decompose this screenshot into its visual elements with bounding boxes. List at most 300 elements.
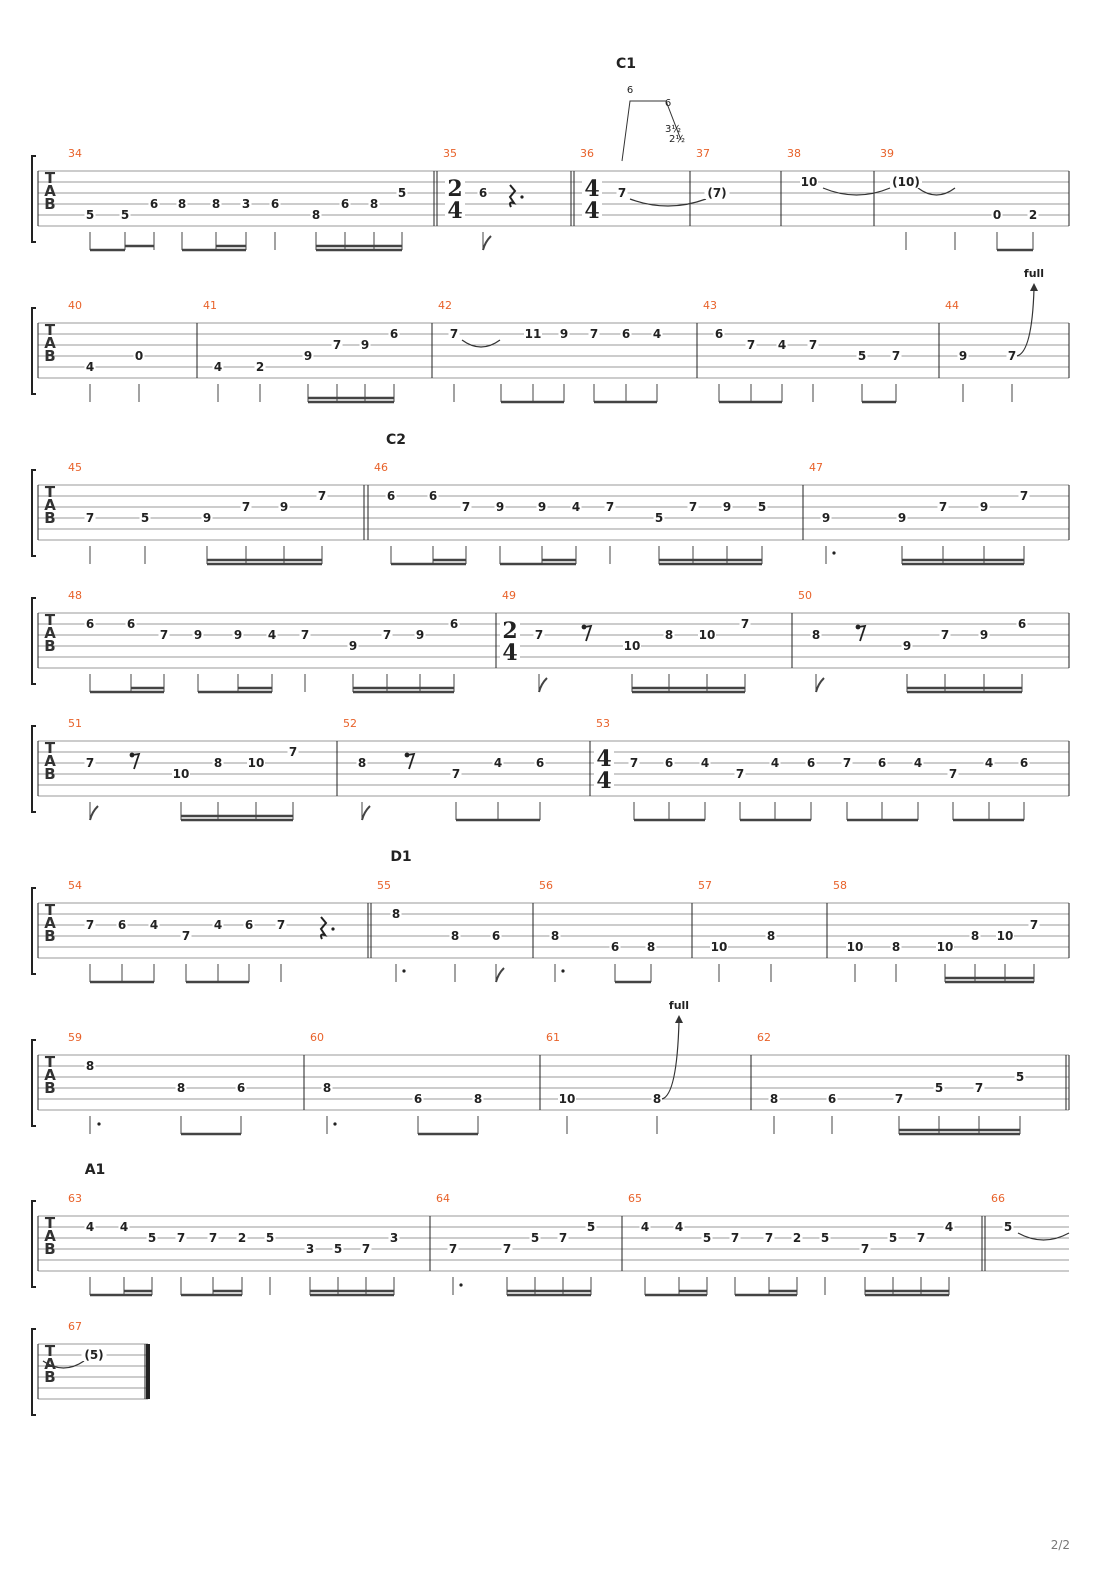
fret-number: 4 [777,338,787,352]
fret-number: 5 [888,1231,898,1245]
measure-number: 37 [696,147,710,160]
note-flag [483,236,491,250]
tab-clef-letter: T [44,1214,56,1232]
time-signature-top: 2 [447,176,463,202]
fret-number: 5 [397,186,407,200]
fret-number: 7 [85,918,95,932]
fret-number: 8 [766,929,776,943]
measure [580,56,706,226]
measure-number: 56 [539,879,553,892]
measure [438,299,697,402]
measure [68,717,337,820]
fret-number: 7 [534,628,544,642]
bend-arrow-icon [1030,283,1038,291]
measure-number: 44 [945,299,959,312]
fret-number: 5 [333,1242,343,1256]
fret-number: 6 [126,617,136,631]
tab-system [32,999,1069,1134]
fret-number: 5 [120,208,130,222]
note-flag [496,968,504,982]
tab-clef-letter: A [44,334,56,352]
fret-number: 11 [524,327,542,341]
measure [68,299,197,402]
fret-number: 6 [535,756,545,770]
system-bracket [32,156,36,242]
fret-number: 7 [461,500,471,514]
time-signature-top: 4 [584,176,600,202]
fret-number: 7 [317,489,327,503]
fret-number: 4 [85,360,95,374]
measure-number: 67 [68,1320,82,1333]
fret-number: 6 [449,617,459,631]
measure-number: 54 [68,879,82,892]
measure [374,432,803,564]
fret-number: 6 [1019,756,1029,770]
fret-number: 9 [495,500,505,514]
tab-system [32,1162,1069,1295]
whammy-value: 6 [664,98,672,109]
measure [68,1031,304,1134]
fret-number: 2 [255,360,265,374]
fret-number: 6 [877,756,887,770]
fret-number: 8 [473,1092,483,1106]
measure-number: 43 [703,299,717,312]
measure-number: 50 [798,589,812,602]
fret-number: 7 [276,918,286,932]
fret-number: 4 [213,360,223,374]
fret-number: 6 [270,197,280,211]
fret-number: 7 [617,186,627,200]
whammy-value: 2½ [668,134,686,145]
fret-number: 7 [891,349,901,363]
measure [377,849,533,982]
fret-number: 7 [502,1242,512,1256]
fret-number: 7 [938,500,948,514]
fret-number: 6 [664,756,674,770]
fret-number: 7 [605,500,615,514]
fret-number: 9 [821,511,831,525]
fret-number: 10 [698,628,716,642]
fret-number: 3 [305,1242,315,1256]
measure [787,147,890,226]
system-bracket [32,726,36,812]
system-bracket [32,1201,36,1287]
tab-system [32,432,1069,564]
measure-number: 39 [880,147,894,160]
fret-number: 9 [559,327,569,341]
section-marker: C1 [615,56,637,72]
note-flag [90,806,98,820]
tie [462,340,500,347]
fret-number: 5 [140,511,150,525]
tab-system [32,267,1069,402]
fret-number: 4 [213,918,223,932]
tab-clef-letter: A [44,752,56,770]
fret-number: 6 [478,186,488,200]
fret-number: 4 [984,756,994,770]
dot-mark [832,551,835,554]
fret-number: 7 [764,1231,774,1245]
fret-number: 9 [897,511,907,525]
fret-number: 7 [448,1242,458,1256]
time-signature-bottom: 4 [584,198,600,224]
system-bracket [32,888,36,974]
measure-number: 36 [580,147,594,160]
measure-number: 53 [596,717,610,730]
fret-number: 8 [769,1092,779,1106]
tab-clef-letter: B [44,1240,56,1258]
tie [918,188,955,195]
fret-number: 8 [664,628,674,642]
measure [68,879,371,982]
fret-number: 8 [357,756,367,770]
fret-number: 5 [85,208,95,222]
fret-number: 6 [806,756,816,770]
fret-number: 9 [902,639,912,653]
measure-number: 58 [833,879,847,892]
fret-number: 7 [1019,489,1029,503]
tie [630,199,706,206]
fret-number: 7 [894,1092,904,1106]
measure-number: 41 [203,299,217,312]
fret-number: 4 [571,500,581,514]
dot-mark [97,1122,100,1125]
tab-clef-letter: A [44,496,56,514]
fret-number: 9 [303,349,313,363]
time-signature-bottom: 4 [447,198,463,224]
fret-number: 5 [1015,1070,1025,1084]
tab-clef-letter: T [44,169,56,187]
measure-number: 52 [343,717,357,730]
fret-number: 6 [389,327,399,341]
section-marker: A1 [84,1162,106,1178]
fret-number: (5) [84,1348,104,1362]
measure [880,147,1069,250]
tab-system [32,1320,148,1415]
fret-number: 7 [208,1231,218,1245]
fret-number: 7 [860,1242,870,1256]
measure-number: 40 [68,299,82,312]
time-signature-top: 2 [502,618,518,644]
fret-number: 9 [360,338,370,352]
measure [436,1192,622,1295]
fret-number: 5 [265,1231,275,1245]
system-bracket [32,598,36,684]
fret-number: 9 [415,628,425,642]
tab-clef-letter: A [44,182,56,200]
fret-number: 8 [391,907,401,921]
fret-number: 10 [800,175,818,189]
tab-clef-letter: B [44,637,56,655]
fret-number: 7 [300,628,310,642]
fret-number: 6 [413,1092,423,1106]
fret-number: 7 [948,767,958,781]
fret-number: 4 [674,1220,684,1234]
whammy-value: 3½ [664,124,682,135]
fret-number: 9 [202,511,212,525]
measure [703,299,939,402]
measure [68,1162,430,1295]
fret-number: 9 [233,628,243,642]
dot-mark [402,969,405,972]
tab-clef-letter: B [44,509,56,527]
measure-number: 64 [436,1192,450,1205]
fret-number: 10 [247,756,265,770]
note-flag [362,806,370,820]
tab-clef-letter: T [44,1053,56,1071]
tab-clef-letter: T [44,321,56,339]
measure-number: 46 [374,461,388,474]
measure-number: 38 [787,147,801,160]
fret-number: 7 [808,338,818,352]
fret-number: 6 [491,929,501,943]
fret-number: 7 [688,500,698,514]
system-bracket [32,308,36,394]
measure [833,879,1069,982]
fret-number: 9 [279,500,289,514]
fret-number: 3 [389,1231,399,1245]
tab-clef-letter: T [44,483,56,501]
measure-number: 47 [809,461,823,474]
fret-number: 7 [940,628,950,642]
fret-number: 10 [996,929,1014,943]
tab-system [32,56,1069,250]
measure [310,1031,540,1134]
fret-number: 8 [652,1092,662,1106]
measure-number: 60 [310,1031,324,1044]
fret-number: 7 [730,1231,740,1245]
fret-number: 8 [646,940,656,954]
fret-number: 10 [558,1092,576,1106]
fret-number: 4 [770,756,780,770]
tab-clef-letter: B [44,195,56,213]
tab-clef-letter: A [44,624,56,642]
fret-number: 7 [181,929,191,943]
fret-number: 9 [979,500,989,514]
fret-number: 8 [811,628,821,642]
fret-number: 6 [714,327,724,341]
system-bracket [32,1040,36,1126]
rest-dot [331,927,334,930]
tab-clef-letter: A [44,1355,56,1373]
fret-number: 8 [369,197,379,211]
tab-system [32,849,1069,982]
fret-number: 7 [288,745,298,759]
measure [443,147,574,250]
fret-number: 8 [322,1081,332,1095]
fret-number: 6 [621,327,631,341]
fret-number: 2 [792,1231,802,1245]
measure [757,1031,1069,1134]
bend-label: full [1023,267,1045,280]
fret-number: 8 [311,208,321,222]
tie [1018,1233,1069,1240]
fret-number: 10 [623,639,641,653]
fret-number: 7 [1029,918,1039,932]
measure-number: 59 [68,1031,82,1044]
tab-clef-letter: B [44,347,56,365]
fret-number: 6 [610,940,620,954]
measure-number: 45 [68,461,82,474]
fret-number: 9 [537,500,547,514]
dot-mark [459,1283,462,1286]
fret-number: 4 [913,756,923,770]
fret-number: 7 [382,628,392,642]
fret-number: 8 [891,940,901,954]
measure-number: 51 [68,717,82,730]
fret-number: 7 [740,617,750,631]
tab-system [32,717,1069,820]
fret-number: 6 [1017,617,1027,631]
tab-clef-letter: T [44,611,56,629]
fret-number: 7 [451,767,461,781]
fret-number: 6 [428,489,438,503]
fret-number: 6 [386,489,396,503]
tab-clef-letter: T [44,901,56,919]
fret-number: 7 [589,327,599,341]
fret-number: 7 [361,1242,371,1256]
measure-number: 57 [698,879,712,892]
measure [809,461,1069,564]
fret-number: 7 [85,756,95,770]
fret-number: 7 [746,338,756,352]
fret-number: 10 [846,940,864,954]
measure [500,589,792,692]
measure-number: 49 [502,589,516,602]
measure [628,1192,985,1295]
fret-number: 9 [722,500,732,514]
fret-number: 2 [237,1231,247,1245]
dot-mark [333,1122,336,1125]
tab-clef-letter: T [44,1342,56,1360]
fret-number: 4 [149,918,159,932]
fret-number: 5 [654,511,664,525]
fret-number: 10 [710,940,728,954]
fret-number: 8 [213,756,223,770]
fret-number: 6 [117,918,127,932]
fret-number: 5 [530,1231,540,1245]
tab-clef-letter: A [44,1066,56,1084]
measure-number: 66 [991,1192,1005,1205]
measure-number: 65 [628,1192,642,1205]
measure [68,147,437,250]
time-signature-bottom: 4 [502,640,518,666]
fret-number: 4 [85,1220,95,1234]
fret-number: 9 [348,639,358,653]
fret-number: 7 [159,628,169,642]
tab-clef-letter: B [44,1368,56,1386]
fret-number: 7 [449,327,459,341]
measure [68,589,496,692]
measure [343,717,590,820]
fret-number: 4 [267,628,277,642]
fret-number: 0 [134,349,144,363]
tab-clef-letter: B [44,927,56,945]
note-flag [539,678,547,692]
fret-number: (7) [707,186,727,200]
fret-number: 10 [172,767,190,781]
bend-arrow-icon [675,1015,683,1023]
whammy-value: 6 [626,85,634,96]
fret-number: 4 [640,1220,650,1234]
system-bracket [32,1329,36,1415]
fret-number: 8 [85,1059,95,1073]
fret-number: 0 [992,208,1002,222]
measure [698,879,827,982]
fret-number: 8 [211,197,221,211]
tab-clef-letter: B [44,765,56,783]
measure [798,589,1069,692]
measure [68,461,368,564]
section-marker: D1 [390,849,412,865]
measure [203,299,432,402]
tab-clef-letter: B [44,1079,56,1097]
section-marker: C2 [385,432,407,448]
fret-number: 8 [177,197,187,211]
fret-number: 9 [193,628,203,642]
fret-number: 7 [916,1231,926,1245]
fret-number: 5 [757,500,767,514]
time-signature-top: 4 [596,746,612,772]
fret-number: 4 [944,1220,954,1234]
fret-number: 5 [702,1231,712,1245]
fret-number: 7 [842,756,852,770]
fret-number: 4 [652,327,662,341]
bend-label: full [668,999,690,1012]
fret-number: 8 [450,929,460,943]
fret-number: (10) [892,175,920,189]
fret-number: 9 [979,628,989,642]
fret-number: 5 [586,1220,596,1234]
fret-number: 5 [1003,1220,1013,1234]
fret-number: 4 [119,1220,129,1234]
measure [696,147,781,226]
fret-number: 7 [176,1231,186,1245]
measure-number: 42 [438,299,452,312]
fret-number: 4 [700,756,710,770]
rest-dot [520,195,523,198]
note-flag [816,678,824,692]
fret-number: 4 [493,756,503,770]
fret-number: 5 [857,349,867,363]
tie [823,188,890,195]
system-bracket [32,470,36,556]
measure-number: 34 [68,147,82,160]
fret-number: 5 [820,1231,830,1245]
fret-number: 6 [85,617,95,631]
fret-number: 9 [958,349,968,363]
fret-number: 7 [974,1081,984,1095]
fret-number: 6 [236,1081,246,1095]
fret-number: 5 [934,1081,944,1095]
fret-number: 5 [147,1231,157,1245]
tab-clef-letter: A [44,914,56,932]
measure-number: 62 [757,1031,771,1044]
measure [539,879,692,982]
time-signature-bottom: 4 [596,768,612,794]
tab-clef-letter: A [44,1227,56,1245]
measure-number: 61 [546,1031,560,1044]
fret-number: 10 [936,940,954,954]
fret-number: 6 [149,197,159,211]
dot-mark [561,969,564,972]
fret-number: 7 [735,767,745,781]
measure [594,717,1069,820]
fret-number: 6 [340,197,350,211]
measure [43,1320,148,1399]
fret-number: 8 [970,929,980,943]
measure-number: 48 [68,589,82,602]
